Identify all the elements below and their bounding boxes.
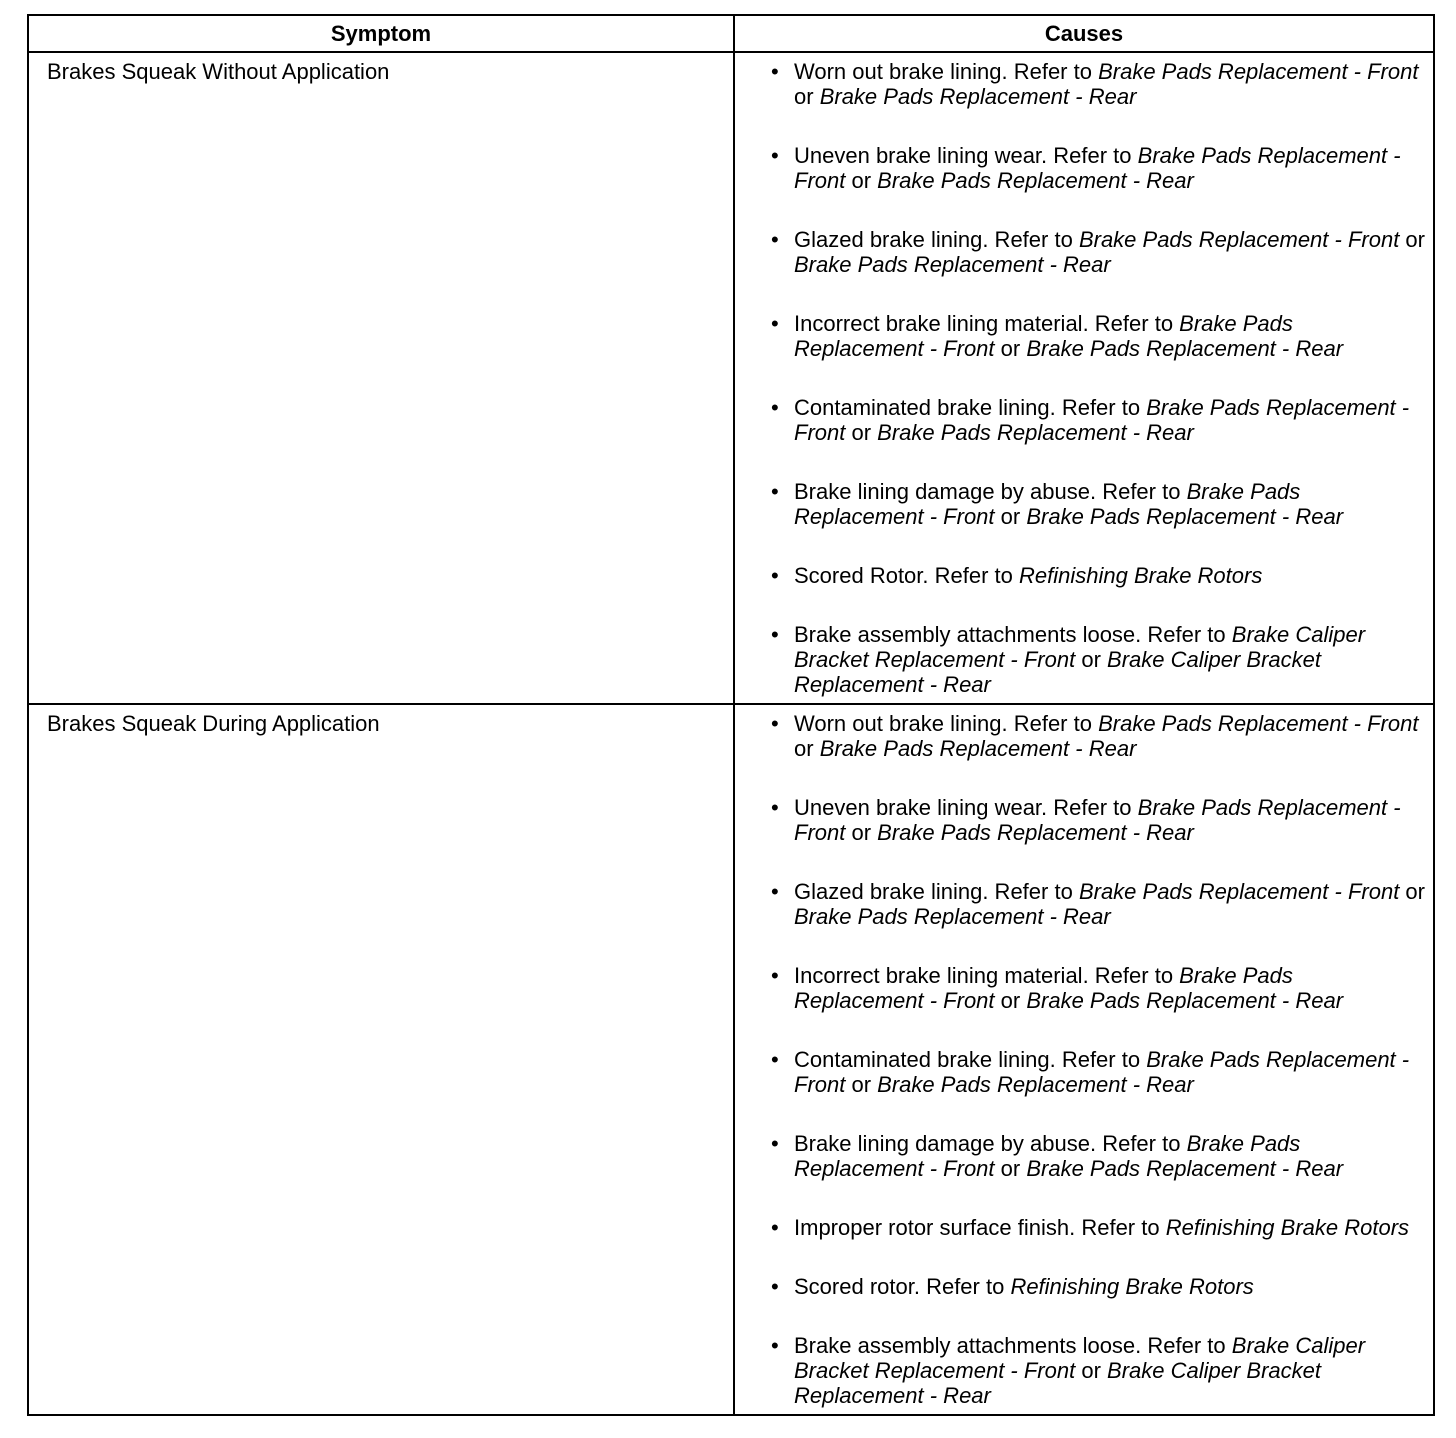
bullet-icon: •	[771, 1274, 779, 1299]
list-item	[767, 963, 1427, 1047]
causes-header: Causes	[734, 15, 1434, 52]
cause-conjunction: or	[845, 168, 878, 193]
cause-text: Contaminated brake lining. Refer to	[794, 395, 1147, 420]
cause-reference: Refinishing Brake Rotors	[1165, 1215, 1410, 1240]
list-item	[767, 1215, 1427, 1274]
cause-reference: Brake Pads Replacement - Rear	[877, 1072, 1194, 1097]
cause-reference: Brake Caliper Bracket Replacement - Rear	[794, 1358, 1322, 1408]
list-item	[767, 1333, 1427, 1408]
cause-text: Worn out brake lining. Refer to	[794, 59, 1099, 84]
cause-reference: Brake Pads Replacement - Rear	[794, 904, 1111, 929]
cause-reference: Brake Pads Replacement - Rear	[794, 252, 1111, 277]
table-row	[28, 704, 1434, 1415]
bullet-icon: •	[771, 1215, 779, 1240]
list-item	[767, 143, 1427, 227]
cause-reference: Brake Pads Replacement - Rear	[1026, 988, 1344, 1013]
cause-text: Worn out brake lining. Refer to	[794, 711, 1099, 736]
list-item	[767, 395, 1427, 479]
cause-conjunction: or	[794, 736, 820, 761]
list-item	[767, 1274, 1427, 1333]
cause-conjunction: or	[1399, 227, 1425, 252]
cause-text: Scored Rotor. Refer to	[794, 563, 1019, 588]
cause-conjunction: or	[1075, 647, 1108, 672]
cause-text: Contaminated brake lining. Refer to	[794, 1047, 1147, 1072]
cause-conjunction: or	[994, 504, 1027, 529]
list-item	[767, 1131, 1427, 1215]
cause-conjunction: or	[994, 336, 1027, 361]
cause-reference: Brake Caliper Bracket Replacement - Rear	[794, 647, 1322, 697]
cause-text: Incorrect brake lining material. Refer to	[794, 963, 1180, 988]
list-item	[767, 479, 1427, 563]
cause-reference: Brake Pads Replacement - Rear	[1026, 504, 1344, 529]
cause-text: Improper rotor surface finish. Refer to	[794, 1215, 1166, 1240]
symptom-cell: Brakes Squeak During Application	[28, 704, 734, 1415]
cause-list	[767, 711, 1427, 1408]
cause-conjunction: or	[994, 988, 1027, 1013]
cause-reference: Brake Pads Replacement - Rear	[819, 736, 1137, 761]
cause-reference: Refinishing Brake Rotors	[1010, 1274, 1254, 1299]
cause-text: Uneven brake lining wear. Refer to	[794, 143, 1138, 168]
cause-reference: Brake Caliper Bracket Replacement - Front	[794, 622, 1366, 672]
cause-reference: Brake Pads Replacement - Front	[794, 963, 1293, 1013]
list-item	[767, 563, 1427, 622]
list-item	[767, 795, 1427, 879]
cause-list	[767, 59, 1427, 697]
cause-text: Scored rotor. Refer to	[794, 1274, 1011, 1299]
cause-conjunction: or	[994, 1156, 1027, 1181]
cause-reference: Brake Pads Replacement - Front	[794, 1131, 1301, 1181]
bullet-icon: •	[771, 1333, 779, 1358]
list-item	[767, 227, 1427, 311]
cause-conjunction: or	[1399, 879, 1425, 904]
causes-cell	[734, 704, 1434, 1415]
cause-reference: Brake Pads Replacement - Rear	[1026, 336, 1344, 361]
bullet-icon: •	[771, 479, 779, 504]
list-item	[767, 879, 1427, 963]
cause-reference: Brake Pads Replacement - Front	[794, 795, 1401, 845]
cause-reference: Brake Pads Replacement - Front	[794, 311, 1293, 361]
bullet-icon: •	[771, 59, 779, 84]
symptom-cell: Brakes Squeak Without Application	[28, 52, 734, 704]
cause-reference: Brake Pads Replacement - Rear	[819, 84, 1137, 109]
bullet-icon: •	[771, 563, 779, 588]
bullet-icon: •	[771, 795, 779, 820]
cause-text: Brake lining damage by abuse. Refer to	[794, 1131, 1187, 1156]
cause-reference: Brake Pads Replacement - Front	[1078, 227, 1400, 252]
cause-reference: Brake Pads Replacement - Rear	[877, 820, 1194, 845]
cause-reference: Brake Pads Replacement - Rear	[1026, 1156, 1344, 1181]
cause-reference: Brake Pads Replacement - Front	[794, 1047, 1410, 1097]
list-item	[767, 711, 1427, 795]
bullet-icon: •	[771, 963, 779, 988]
cause-text: Brake assembly attachments loose. Refer to	[794, 1333, 1232, 1358]
cause-conjunction: or	[845, 1072, 878, 1097]
bullet-icon: •	[771, 1131, 779, 1156]
list-item	[767, 622, 1427, 697]
table-row	[28, 52, 1434, 704]
cause-reference: Brake Pads Replacement - Front	[794, 479, 1301, 529]
cause-reference: Brake Pads Replacement - Front	[794, 395, 1410, 445]
cause-reference: Brake Pads Replacement - Front	[794, 143, 1401, 193]
cause-reference: Brake Pads Replacement - Front	[1098, 711, 1419, 736]
list-item	[767, 59, 1427, 143]
cause-reference: Brake Caliper Bracket Replacement - Front	[794, 1333, 1366, 1383]
bullet-icon: •	[771, 395, 779, 420]
cause-text: Uneven brake lining wear. Refer to	[794, 795, 1138, 820]
cause-conjunction: or	[1075, 1358, 1108, 1383]
cause-text: Brake assembly attachments loose. Refer to	[794, 622, 1232, 647]
diagnostic-table	[27, 14, 1435, 1416]
bullet-icon: •	[771, 227, 779, 252]
cause-conjunction: or	[845, 820, 878, 845]
bullet-icon: •	[771, 622, 779, 647]
bullet-icon: •	[771, 311, 779, 336]
bullet-icon: •	[771, 143, 779, 168]
symptom-header: Symptom	[28, 15, 734, 52]
cause-text: Incorrect brake lining material. Refer to	[794, 311, 1180, 336]
cause-text: Brake lining damage by abuse. Refer to	[794, 479, 1187, 504]
cause-text: Glazed brake lining. Refer to	[794, 227, 1079, 252]
cause-text: Glazed brake lining. Refer to	[794, 879, 1079, 904]
cause-reference: Brake Pads Replacement - Front	[1098, 59, 1419, 84]
list-item	[767, 311, 1427, 395]
bullet-icon: •	[771, 1047, 779, 1072]
causes-cell	[734, 52, 1434, 704]
list-item	[767, 1047, 1427, 1131]
cause-reference: Brake Pads Replacement - Rear	[877, 420, 1194, 445]
cause-conjunction: or	[845, 420, 878, 445]
cause-reference: Refinishing Brake Rotors	[1019, 563, 1263, 588]
cause-conjunction: or	[794, 84, 820, 109]
cause-reference: Brake Pads Replacement - Rear	[877, 168, 1194, 193]
header-row	[28, 15, 1434, 52]
bullet-icon: •	[771, 711, 779, 736]
bullet-icon: •	[771, 879, 779, 904]
cause-reference: Brake Pads Replacement - Front	[1078, 879, 1400, 904]
